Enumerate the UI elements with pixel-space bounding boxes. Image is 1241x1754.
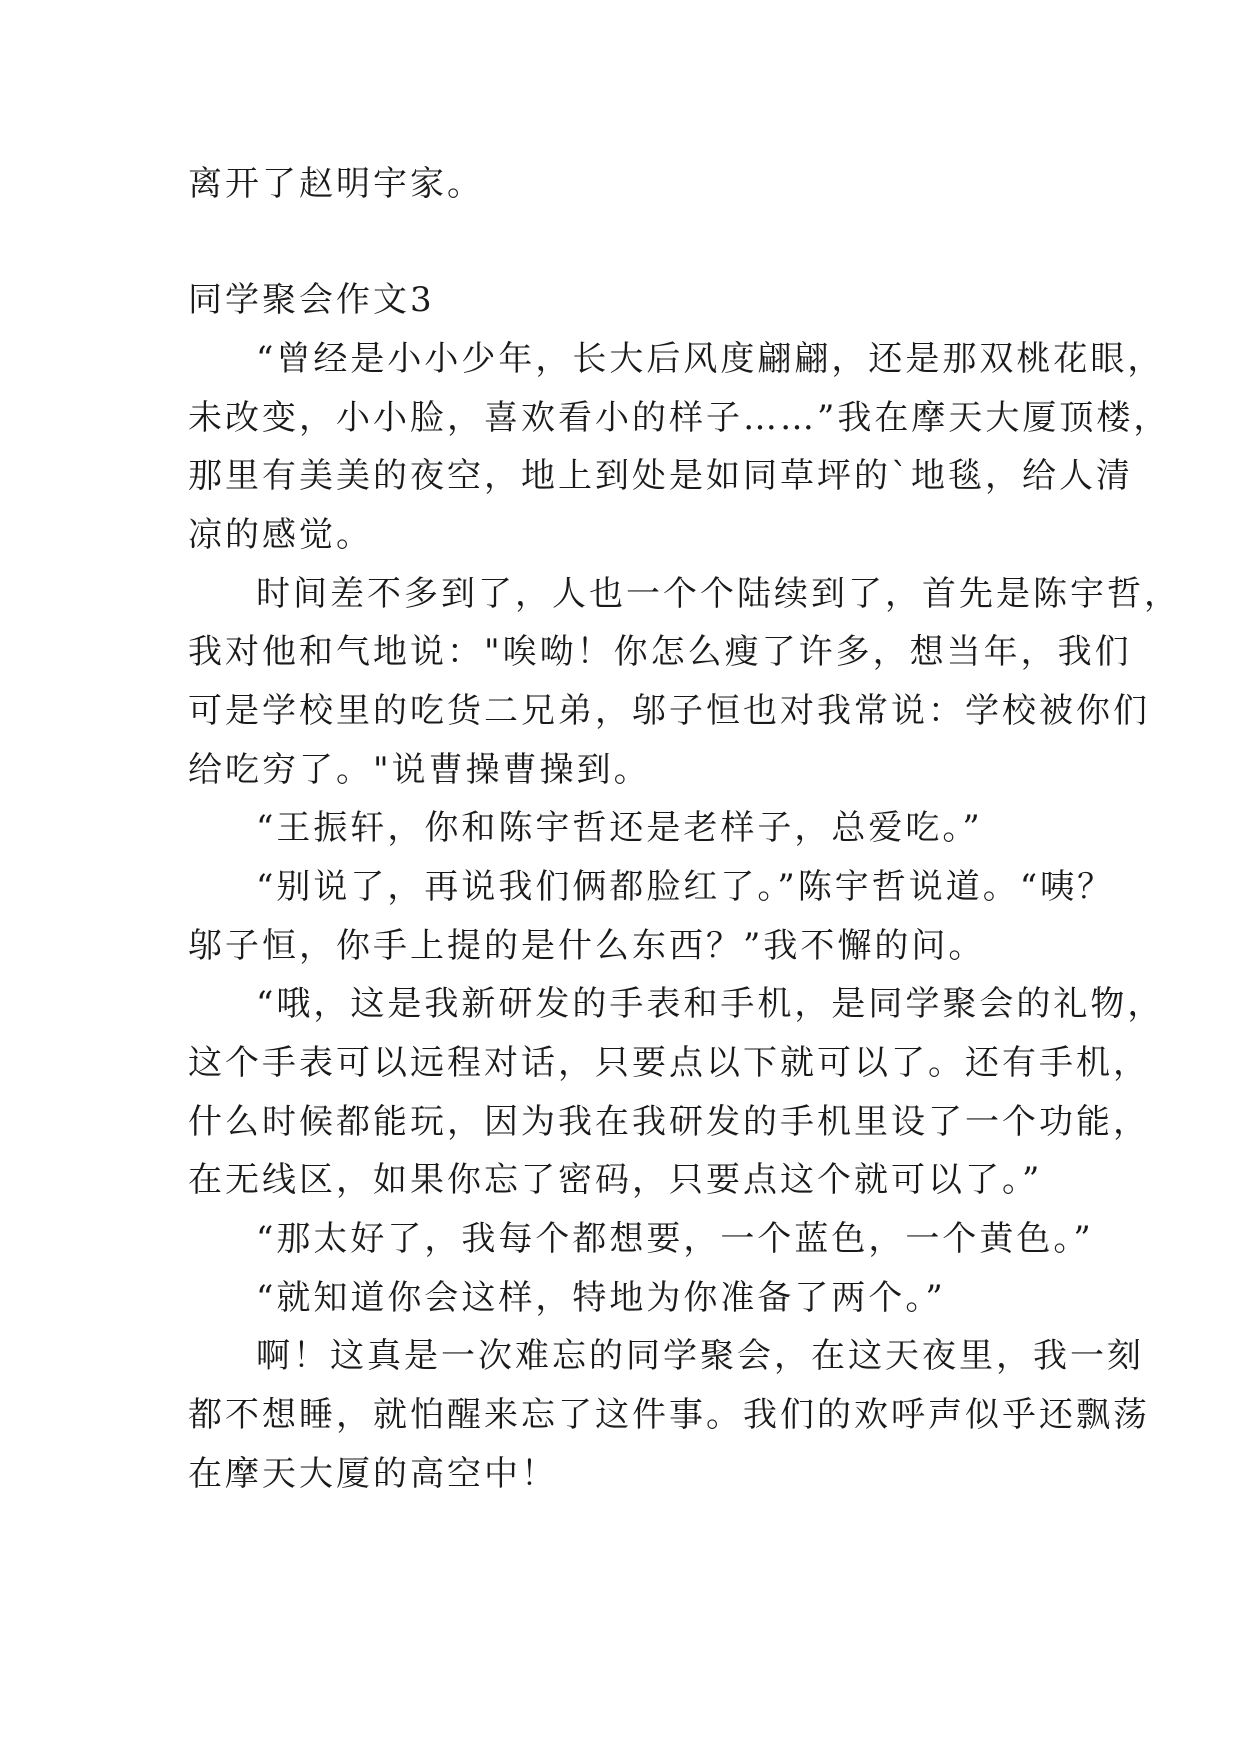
text-line: “就知道你会这样，特地为你准备了两个。”: [256, 1278, 946, 1318]
text-line: “王振轩，你和陈宇哲还是老样子，总爱吃。”: [256, 808, 983, 848]
text-line: “曾经是小小少年，长大后风度翩翩，还是那双桃花眼，: [256, 339, 1165, 379]
text-line: 给吃穷了。"说曹操曹操到。: [188, 750, 651, 790]
text-line: 什么时候都能玩，因为我在我研发的手机里设了一个功能，: [188, 1102, 1150, 1142]
text-line: 可是学校里的吃货二兄弟，邬子恒也对我常说：学校被你们: [188, 691, 1150, 731]
text-line: “别说了，再说我们俩都脸红了。”陈宇哲说道。“咦？: [256, 867, 1115, 907]
text-line: “哦，这是我新研发的手表和手机，是同学聚会的礼物，: [256, 984, 1165, 1024]
text-line: 啊！这真是一次难忘的同学聚会，在这天夜里，我一刻: [256, 1336, 1144, 1376]
text-line: 都不想睡，就怕醒来忘了这件事。我们的欢呼声似乎还飘荡: [188, 1395, 1150, 1435]
section-heading: 同学聚会作文3: [188, 280, 435, 320]
text-line: 时间差不多到了，人也一个个陆续到了，首先是陈宇哲，: [256, 574, 1181, 614]
text-line: 邬子恒，你手上提的是什么东西？”我不懈的问。: [188, 926, 986, 966]
text-line: 凉的感觉。: [188, 515, 373, 555]
text-line: 在无线区，如果你忘了密码，只要点这个就可以了。”: [188, 1160, 1043, 1200]
text-line: 那里有美美的夜空，地上到处是如同草坪的`地毯，给人清: [188, 456, 1133, 496]
text-line: “那太好了，我每个都想要，一个蓝色，一个黄色。”: [256, 1219, 1094, 1259]
text-line: 我对他和气地说："唉呦！你怎么瘦了许多，想当年，我们: [188, 632, 1132, 672]
text-line: 未改变，小小脸，喜欢看小的样子……”我在摩天大厦顶楼，: [188, 398, 1171, 438]
text-line: 在摩天大厦的高空中！: [188, 1454, 558, 1494]
text-line: 这个手表可以远程对话，只要点以下就可以了。还有手机，: [188, 1043, 1150, 1083]
text-line: 离开了赵明宇家。: [188, 164, 484, 204]
